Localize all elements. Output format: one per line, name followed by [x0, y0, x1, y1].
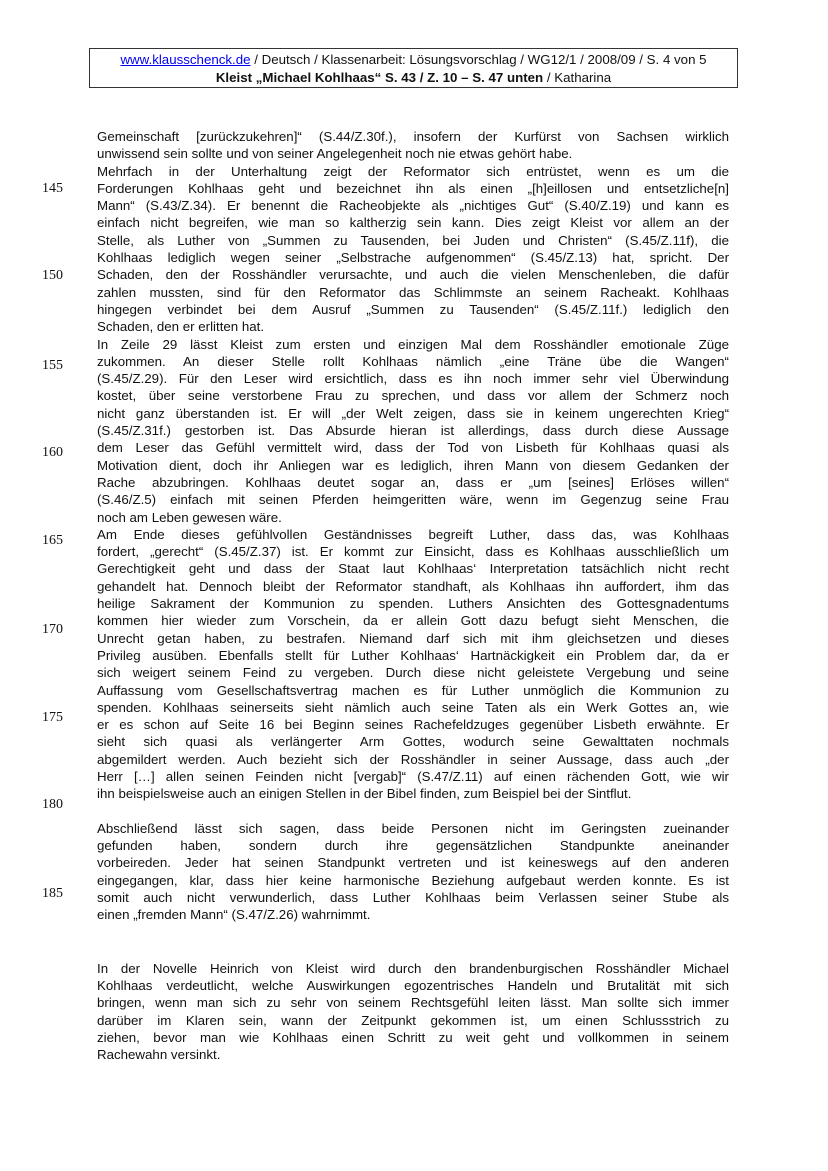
text-line: sich weigert seinem Feind zu vergeben. Durch diese nicht geleistete Vergebung und seine	[97, 665, 729, 681]
text-line: In der Novelle Heinrich von Kleist wird durch den brandenburgischen Rosshändler Michael	[97, 960, 729, 976]
text-line: (S.45/Z.29). Für den Leser wird ersichtlich, dass es ihn noch immer sehr viel Überwindung	[97, 371, 729, 387]
header-path: / Deutsch / Klassenarbeit: Lösungsvorschlag / WG12/1 / 2008/09 / S. 4 von 5	[250, 52, 707, 67]
paragraph-spacer	[97, 803, 729, 820]
text-line: zahlen mussten, sind für den Reformator das Schlimmste an seinem Racheakt. Kohlhaas	[97, 284, 729, 300]
line-number: 170	[42, 622, 63, 637]
text-line: Motivation dient, doch ihr Anliegen war es lediglich, ihren Mann von diesem Gedanken der	[97, 457, 729, 473]
text-line: er es schon auf Seite 16 bei Beginn seines Rachefeldzuges gegenüber Lisbeth erwähnte. Er	[97, 717, 729, 733]
header-path-line	[90, 51, 737, 69]
text-line: gehandelt hat. Dennoch bleibt der Reformator standhaft, als Kohlhaas ihn auffordert, ihm das	[97, 578, 729, 594]
text-line: bringen, wenn man sich zu sehr von seinem Rechtsgefühl leiten lässt. Man sollte sich immer	[97, 995, 729, 1011]
text-line: Unrecht getan haben, zu bestrafen. Niemand darf sich mit ihm gleichsetzen und dieses	[97, 630, 729, 646]
text-line: In Zeile 29 lässt Kleist zum ersten und einzigen Mal dem Rosshändler emotionale Züge	[97, 336, 729, 352]
paragraph	[97, 960, 729, 1064]
text-line: Rachewahn versinkt.	[97, 1047, 221, 1063]
text-line: Mann“ (S.43/Z.34). Er benennt die Racheobjekte als „nichtiges Gut“ (S.40/Z.19) und kann es	[97, 198, 729, 214]
text-line: vorbeireden. Jeder hat seinen Standpunkt vertreten und ist keineswegs auf den anderen	[97, 855, 729, 871]
header-title-line	[90, 69, 737, 87]
line-number: 150	[42, 268, 63, 283]
text-line: (S.45/Z.31f.) gestorben ist. Das Absurde hieran ist allerdings, dass durch diese Aussage	[97, 423, 729, 439]
line-number: 160	[42, 445, 63, 460]
line-number: 145	[42, 181, 63, 196]
text-line: sieht sich quasi als verlängerter Arm Gottes, wodurch seine Gewalttaten nochmals	[97, 734, 729, 750]
line-number: 175	[42, 710, 63, 725]
text-line: fordert, „gerecht“ (S.45/Z.37) ist. Er kommt zur Einsicht, dass es Kohlhaas ausschließlich um	[97, 544, 729, 560]
text-line: noch am Leben gewesen wäre.	[97, 509, 282, 525]
paragraph-spacer	[97, 924, 729, 960]
text-line: Abschließend lässt sich sagen, dass beide Personen nicht im Geringsten zueinander	[97, 820, 729, 836]
paragraph	[97, 820, 729, 924]
paragraph	[97, 526, 729, 803]
text-line: abgemildert werden. Auch bezieht sich der Rosshändler in seiner Aussage, dass auch „der	[97, 751, 729, 767]
line-number: 180	[42, 797, 63, 812]
text-line: einfach nicht begreifen, wie man so kaltherzig sein kann. Dies zeigt Kleist vor allem an der	[97, 215, 729, 231]
text-line: Forderungen Kohlhaas geht und bezeichnet ihn als einen „[h]eillosen und entsetzliche[n]	[97, 180, 729, 196]
text-line: kostet, über seine verstorbene Frau zu sprechen, und dass vor allem der Schmerz noch	[97, 388, 729, 404]
text-line: Gerechtigkeit geht und dass der Staat laut Kohlhaas‘ Interpretation tatsächlich nicht recht	[97, 561, 729, 577]
line-number: 165	[42, 533, 63, 548]
text-line: Mehrfach in der Unterhaltung zeigt der Reformator sich entrüstet, wenn es um die	[97, 163, 729, 179]
text-line: unwissend sein sollte und von seiner Angelegenheit noch nie etwas gehört habe.	[97, 146, 573, 162]
text-line: einen „fremden Mann“ (S.47/Z.26) wahrnimmt.	[97, 907, 371, 923]
text-line: kommen hier wieder zum Vorschein, da er allein Gott dazu befugt sieht Menschen, die	[97, 613, 729, 629]
text-line: Auffassung vom Gesellschaftsvertrag machen es für Luther unmöglich die Kommunion zu	[97, 682, 729, 698]
text-line: Herr […] allen seinen Feinden nicht [vergab]“ (S.47/Z.11) auf einen rächenden Gott, wie wir	[97, 768, 729, 784]
text-line: Kohlhaas lediglich wegen seiner „Selbstrache aufgenommen“ (S.45/Z.13) hat, spricht. Der	[97, 250, 729, 266]
text-line: Am Ende dieses gefühlvollen Geständnisses begreift Luther, dass das, was Kohlhaas	[97, 526, 729, 542]
paragraph	[97, 128, 729, 163]
text-line: dem Leser das Gefühl vermittelt wird, dass der Tod von Lisbeth für Kohlhaas quasi als	[97, 440, 729, 456]
text-line: Privileg ausüben. Ebenfalls stellt für Luther Kohlhaas‘ Hartnäckigkeit ein Problem dar, da er	[97, 647, 729, 663]
site-link[interactable]: www.klausschenck.de	[120, 52, 251, 67]
text-line: gefunden haben, sondern durch ihre gegensätzlichen Standpunkte aneinander	[97, 838, 729, 854]
text-line: Rache abzubringen. Kohlhaas deutet sogar an, dass er „um [seines] Erlöses willen“	[97, 474, 729, 490]
text-line: zukommen. An dieser Stelle rollt Kohlhaas nämlich „eine Träne übe die Wangen“	[97, 353, 729, 369]
page-header	[89, 48, 738, 88]
text-line: darüber im Klaren sein, wann der Zeitpunkt gekommen ist, um einen Schlussstrich zu	[97, 1012, 729, 1028]
line-number: 185	[42, 886, 63, 901]
document-title: Kleist „Michael Kohlhaas“ S. 43 / Z. 10 – S. 47 unten	[215, 69, 544, 85]
paragraph	[97, 336, 729, 526]
text-line: Gemeinschaft [zurückzukehren]“ (S.44/Z.30f.), insofern der Kurfürst von Sachsen wirklich	[97, 129, 729, 144]
text-line: somit auch nicht verwunderlich, dass Luther Kohlhaas beim Verlassen seiner Stube als	[97, 890, 729, 906]
text-line: Stelle, als Luther von „Summen zu Tausenden, bei Juden und Christen“ (S.45/Z.11f), die	[97, 232, 729, 248]
text-line: nicht ganz überstanden ist. Er will „der Welt zeigen, dass sie in keinem ungerechten Krieg“	[97, 405, 729, 421]
text-line: (S.46/Z.5) einfach mit seinen Pferden heimgeritten wäre, wenn im Gegenzug seine Frau	[97, 492, 729, 508]
text-line: ziehen, bevor man wie Kohlhaas einen Schritt zu weit geht und vollkommen in seinem	[97, 1029, 729, 1045]
text-line: spenden. Kohlhaas seinerseits sieht nämlich auch seine Taten als ein Werk Gottes an, wie	[97, 699, 729, 715]
text-line: Schaden, den er erlitten hat.	[97, 319, 265, 335]
text-line: ihn beispielsweise auch an einigen Stellen in der Bibel finden, zum Beispiel bei der Sintflut.	[97, 786, 632, 802]
line-number: 155	[42, 358, 63, 373]
text-line: Kohlhaas verdeutlicht, welche Auswirkungen egozentrisches Handeln und Brutalität mit sich	[97, 977, 729, 993]
document-body	[97, 128, 729, 1063]
text-line: hingegen verbindet bei dem Ausruf „Summen zu Tausenden“ (S.45/Z.11f.) lediglich den	[97, 301, 729, 317]
document-author: / Katharina	[543, 69, 612, 85]
text-line: eingegangen, klar, dass hier keine harmonische Beziehung aufgebaut werden konnte. Es ist	[97, 872, 729, 888]
paragraph	[97, 163, 729, 336]
text-line: heilige Sakrament der Kommunion zu spenden. Luthers Ansichten des Gottesgnadentums	[97, 596, 729, 612]
text-line: Schaden, den der Rosshändler verursachte, und auch die vielen Menschenleben, die dafür	[97, 267, 729, 283]
